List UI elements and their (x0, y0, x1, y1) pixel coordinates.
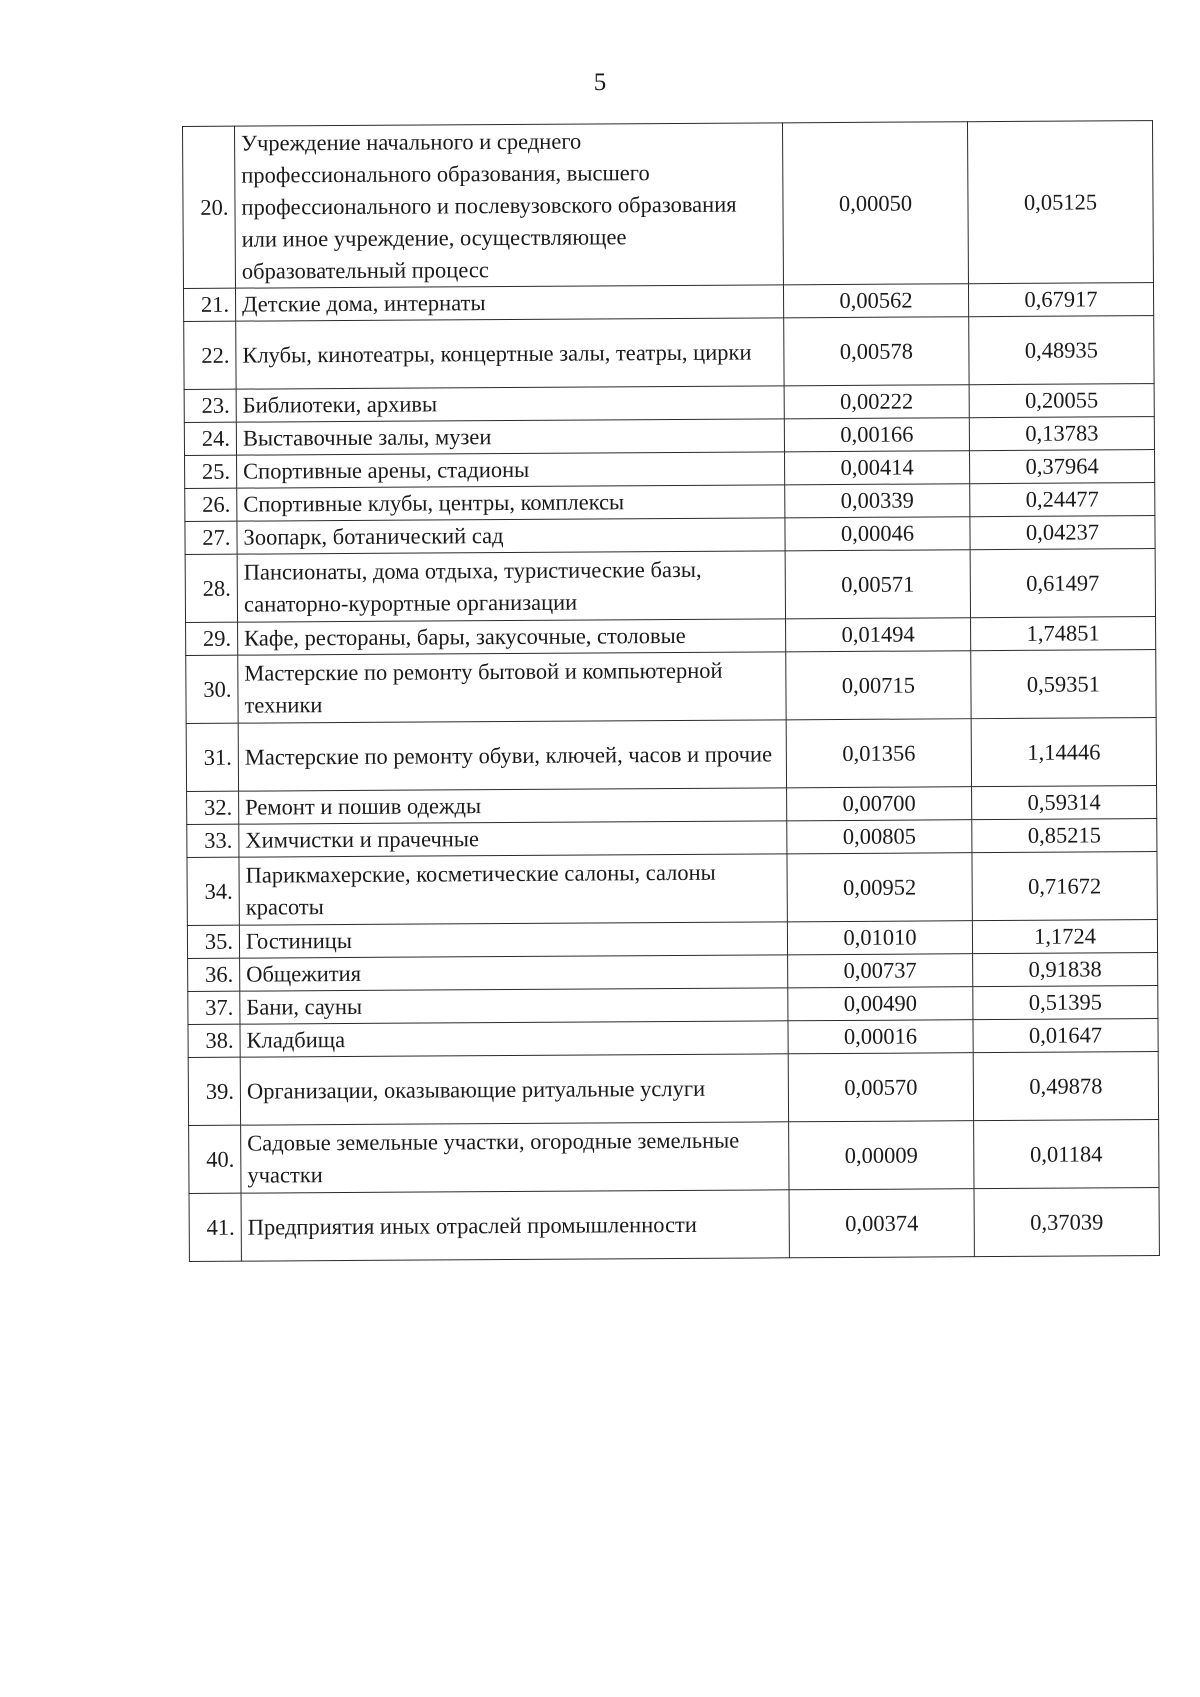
row-name: Зоопарк, ботанический сад (237, 518, 785, 554)
row-name: Спортивные клубы, центры, комплексы (237, 485, 785, 521)
row-value-1: 0,00009 (789, 1121, 974, 1190)
row-value-2: 0,91838 (973, 953, 1158, 987)
row-value-1: 0,00490 (788, 987, 973, 1021)
row-value-2: 0,01184 (974, 1120, 1159, 1189)
row-number: 20. (183, 126, 236, 288)
row-value-2: 1,1724 (972, 920, 1157, 954)
row-name: Мастерские по ремонту обуви, ключей, часов и прочие (238, 720, 786, 791)
row-number: 32. (187, 791, 239, 824)
row-value-1: 0,00166 (784, 418, 969, 452)
row-name: Выставочные залы, музеи (236, 419, 784, 455)
row-name: Предприятия иных отраслей промышленности (241, 1190, 789, 1261)
row-value-1: 0,00339 (785, 484, 970, 518)
table-row (189, 1188, 1159, 1262)
row-number: 41. (189, 1193, 241, 1261)
page-number: 5 (593, 69, 607, 96)
table-row (183, 121, 1154, 289)
row-value-1: 0,00222 (784, 385, 969, 419)
row-value-1: 0,00715 (786, 651, 971, 720)
table-row (185, 549, 1155, 623)
row-value-2: 0,04237 (970, 516, 1155, 550)
row-number: 29. (186, 622, 238, 655)
row-name: Организации, оказывающие ритуальные услуги (240, 1054, 788, 1125)
row-value-2: 0,61497 (970, 549, 1155, 618)
row-name: Клубы, кинотеатры, концертные залы, театры, цирки (236, 318, 784, 389)
row-value-1: 0,00700 (787, 787, 972, 821)
row-number: 33. (187, 824, 239, 857)
table-row (186, 718, 1156, 792)
row-value-2: 0,49878 (973, 1052, 1158, 1121)
row-value-1: 0,00578 (784, 317, 969, 386)
row-name: Бани, сауны (240, 988, 788, 1024)
row-name: Мастерские по ремонту бытовой и компьютерной техники (238, 652, 786, 723)
row-name: Пансионаты, дома отдыха, туристические базы, санаторно-курортные организации (237, 551, 785, 622)
row-value-1: 0,00016 (788, 1020, 973, 1054)
row-value-1: 0,00952 (787, 853, 972, 922)
row-name: Учреждение начального и среднего профессионального образования, высшего профессионального и послевузовского образования или иное учреждение, осуществляющее образовательный процесс (235, 123, 784, 288)
row-number: 22. (184, 321, 236, 389)
row-value-1: 0,00805 (787, 820, 972, 854)
row-value-1: 0,01010 (787, 921, 972, 955)
rates-table-body (183, 121, 1160, 1262)
row-value-2: 0,13783 (969, 417, 1154, 451)
row-number: 38. (188, 1024, 240, 1057)
row-name: Спортивные арены, стадионы (237, 452, 785, 488)
row-number: 21. (183, 288, 235, 321)
row-number: 27. (185, 521, 237, 554)
row-value-2: 1,74851 (971, 617, 1156, 651)
row-value-2: 0,59314 (972, 786, 1157, 820)
table-row (188, 1052, 1158, 1126)
row-number: 28. (185, 554, 237, 622)
row-number: 39. (188, 1057, 240, 1125)
row-number: 35. (187, 925, 239, 958)
row-value-2: 0,51395 (973, 986, 1158, 1020)
row-name: Парикмахерские, косметические салоны, салоны красоты (239, 854, 787, 925)
row-value-1: 0,00374 (789, 1189, 974, 1258)
row-value-1: 0,00050 (782, 122, 968, 285)
row-value-2: 0,24477 (970, 483, 1155, 517)
row-value-2: 0,59351 (971, 650, 1156, 719)
table-row (184, 316, 1154, 390)
row-value-2: 0,20055 (969, 384, 1154, 418)
row-number: 40. (189, 1125, 241, 1193)
row-value-2: 0,05125 (967, 121, 1153, 284)
row-value-1: 0,00414 (785, 451, 970, 485)
row-number: 23. (184, 389, 236, 422)
row-value-2: 0,71672 (972, 852, 1157, 921)
row-value-2: 0,37039 (974, 1188, 1159, 1257)
row-value-1: 0,01494 (786, 618, 971, 652)
row-number: 36. (188, 958, 240, 991)
row-value-2: 0,48935 (969, 316, 1154, 385)
row-name: Гостиницы (239, 922, 787, 958)
row-value-2: 0,67917 (968, 283, 1153, 317)
row-name: Общежития (240, 955, 788, 991)
row-value-1: 0,00571 (785, 550, 970, 619)
row-name: Детские дома, интернаты (235, 285, 783, 321)
row-name: Химчистки и прачечные (239, 821, 787, 857)
row-value-2: 0,01647 (973, 1019, 1158, 1053)
row-value-2: 1,14446 (971, 718, 1156, 787)
row-name: Библиотеки, архивы (236, 386, 784, 422)
row-number: 25. (185, 455, 237, 488)
row-number: 24. (184, 422, 236, 455)
row-number: 30. (186, 655, 238, 723)
row-value-1: 0,00562 (783, 284, 968, 318)
table-row (186, 650, 1156, 724)
row-name: Кафе, рестораны, бары, закусочные, столовые (238, 619, 786, 655)
row-name: Садовые земельные участки, огородные земельные участки (241, 1122, 789, 1193)
table-row (187, 852, 1157, 926)
row-value-2: 0,37964 (969, 450, 1154, 484)
row-number: 34. (187, 857, 239, 925)
row-value-1: 0,00737 (788, 954, 973, 988)
row-value-2: 0,85215 (972, 819, 1157, 853)
row-number: 37. (188, 991, 240, 1024)
rates-table (182, 120, 1160, 1262)
row-number: 31. (186, 723, 238, 791)
row-number: 26. (185, 488, 237, 521)
row-value-1: 0,00570 (788, 1053, 973, 1122)
row-name: Кладбища (240, 1021, 788, 1057)
table-row (189, 1120, 1159, 1194)
row-value-1: 0,01356 (786, 719, 971, 788)
row-name: Ремонт и пошив одежды (239, 788, 787, 824)
row-value-1: 0,00046 (785, 517, 970, 551)
